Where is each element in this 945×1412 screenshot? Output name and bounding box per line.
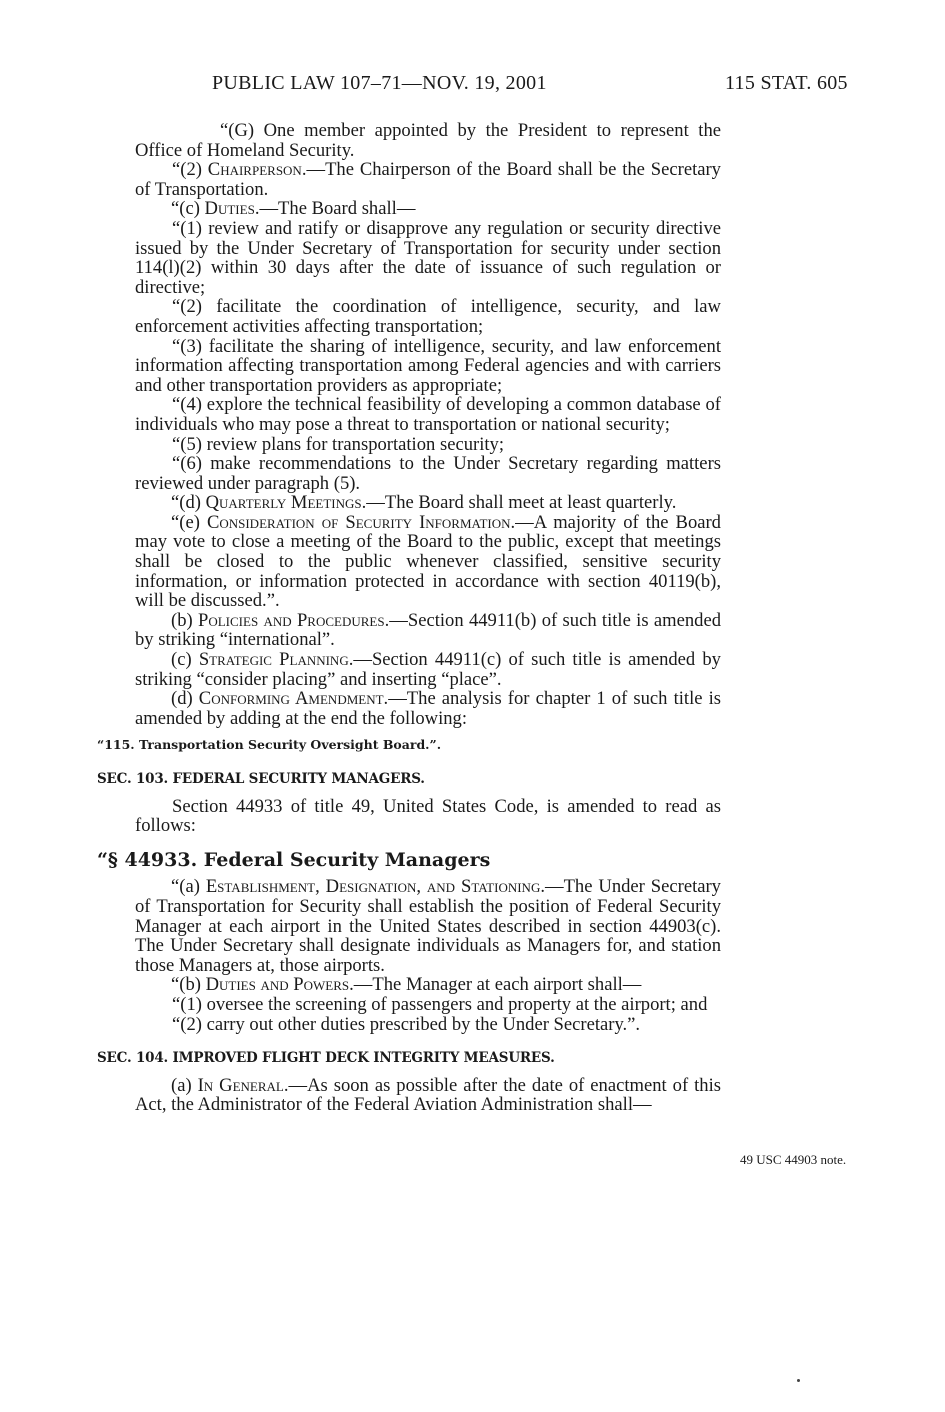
paragraph-policies-procedures (135, 611, 721, 650)
paragraph-in-general (135, 1076, 721, 1115)
paragraph-strategic-planning (135, 650, 721, 689)
para-label: “(b) (171, 974, 206, 996)
body-text (97, 120, 721, 1116)
scan-speck (797, 1379, 800, 1382)
para-text: .—Section 44911(c) of such title is amended by striking “consider placing” and inserting “place”. (135, 649, 721, 690)
para-heading: Chairperson (207, 159, 302, 181)
paragraph-consideration-security-info (135, 513, 721, 611)
paragraph-duty-3: “(3) facilitate the sharing of intelligence, security, and law enforcement information affecting transportation among Federal agencies and with carriers and other transportation providers as appropriate; (135, 335, 721, 396)
paragraph-duty-2: “(2) facilitate the coordination of intelligence, security, and law enforcement activities affecting transportation; (135, 296, 721, 337)
para-label: “(d) (171, 492, 206, 514)
para-heading: In General (197, 1074, 284, 1096)
paragraph-manager-duty-2: “(2) carry out other duties prescribed by the Under Secretary.”. (172, 1013, 641, 1035)
paragraph-duty-6: “(6) make recommendations to the Under Secretary regarding matters reviewed under paragraph (5). (135, 453, 721, 494)
para-text: .—As soon as possible after the date of enactment of this Act, the Administrator of the Federal Aviation Administration shall— (135, 1074, 721, 1116)
margin-note-usc-citation: 49 USC 44903 note. (740, 1152, 847, 1167)
para-text: .—The Board shall— (254, 198, 416, 220)
section-103-heading: SEC. 103. FEDERAL SECURITY MANAGERS. (97, 771, 425, 787)
para-label: “(2) (172, 159, 208, 181)
paragraph-duty-4: “(4) explore the technical feasibility of developing a common database of individuals who may pose a threat to transportation or national security; (135, 394, 721, 435)
para-label: (c) (171, 649, 199, 671)
para-label: “(e) (171, 511, 207, 533)
para-heading: Quarterly Meetings (205, 492, 362, 514)
para-text: .—The Board shall meet at least quarterly. (361, 492, 677, 514)
analysis-entry: “115. Transportation Security Oversight Board.”. (97, 737, 442, 753)
para-text: .—The Under Secretary of Transportation for Security shall establish the position of Federal Security Manager at each airport in the United States described in section 44903(c). The Under Secretary shall designate individuals as Managers for, and station those Managers at, those airports. (135, 876, 721, 976)
running-header-title: PUBLIC LAW 107–71—NOV. 19, 2001 (212, 72, 547, 94)
para-label: “(a) (171, 876, 206, 898)
paragraph-quarterly-meetings (135, 493, 721, 513)
paragraph-duty-1: “(1) review and ratify or disapprove any regulation or security directive issued by the Under Secretary of Transportation for security under section 114(l)(2) within 30 days after the date of issuance of such regulation or directive; (135, 217, 721, 298)
para-text: .—The Chairperson of the Board shall be the Secretary of Transportation. (135, 159, 721, 200)
para-label: (b) (171, 609, 198, 631)
para-label: (d) (171, 688, 199, 710)
paragraph-chairperson (135, 160, 721, 199)
running-header-page-number: 115 STAT. 605 (725, 72, 848, 94)
para-heading: Consideration of Security Information (206, 511, 511, 533)
para-heading: Establishment, Designation, and Stationing (205, 876, 541, 898)
section-44933-heading: “§ 44933. Federal Security Managers (97, 848, 491, 871)
para-label: (a) (171, 1074, 198, 1096)
para-text: .—The analysis for chapter 1 of such title is amended by adding at the end the following: (135, 688, 721, 729)
para-text: .—A majority of the Board may vote to close a meeting of the Board to the public, except that meetings shall be closed to the public whenever classified, sensitive security information, or information protected in accordance with section 40119(b), will be discussed.”. (135, 511, 721, 612)
paragraph-manager-duty-1: “(1) oversee the screening of passengers and property at the airport; and (172, 993, 708, 1015)
para-heading: Strategic Planning (198, 649, 349, 671)
paragraph-duty-5: “(5) review plans for transportation security; (172, 433, 504, 455)
paragraph-conforming-amendment (135, 689, 721, 728)
paragraph-duties (135, 199, 721, 219)
section-104-heading: SEC. 104. IMPROVED FLIGHT DECK INTEGRITY MEASURES. (97, 1050, 555, 1067)
para-heading: Conforming Amendment (198, 688, 384, 710)
paragraph-duties-and-powers (135, 975, 721, 995)
paragraph-section-103-intro: Section 44933 of title 49, United States Code, is amended to read as follows: (135, 795, 721, 837)
para-heading: Policies and Procedures (198, 609, 385, 631)
para-text: .—The Manager at each airport shall— (349, 974, 642, 996)
para-text: .—Section 44911(b) of such title is amended by striking “international”. (135, 609, 721, 651)
para-heading: Duties and Powers (205, 974, 350, 996)
paragraph-establishment (135, 877, 721, 975)
para-label: “(c) (171, 198, 205, 220)
paragraph-g-member: “(G) One member appointed by the President to represent the Office of Homeland Security. (135, 120, 721, 161)
para-heading: Duties (204, 198, 255, 220)
